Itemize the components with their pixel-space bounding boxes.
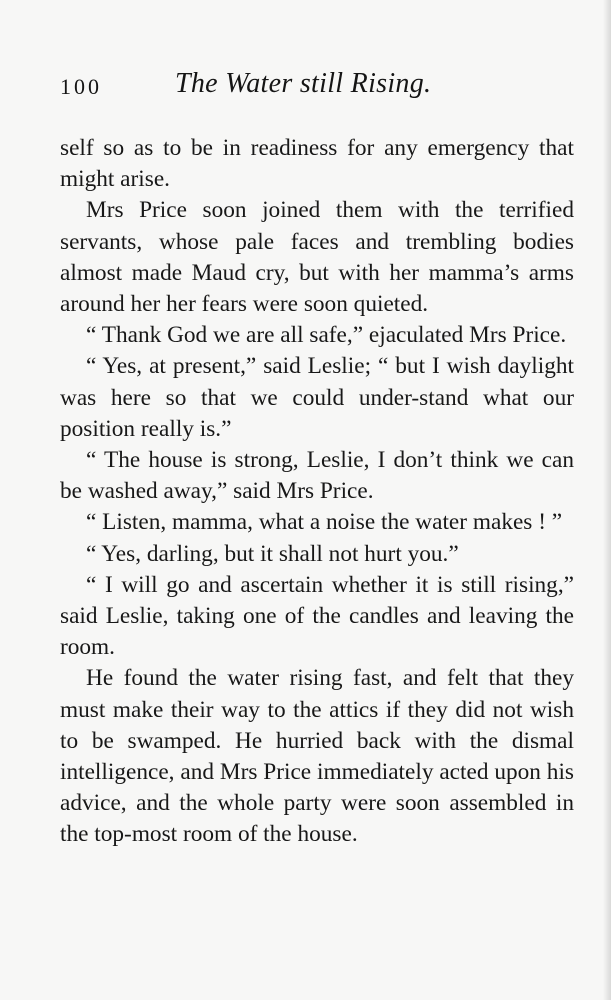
paragraph-6: “ Listen, mamma, what a noise the water makes ! ” xyxy=(86,509,563,536)
paragraph-4: “ Yes, at present,” said Leslie; “ but I wish daylight was here so that we could under-stand what our position really is.” xyxy=(60,353,574,442)
running-head xyxy=(60,68,574,108)
paragraph-5: “ The house is strong, Leslie, I don’t think we can be washed away,” said Mrs Price. xyxy=(60,447,574,505)
paragraph-7: “ Yes, darling, but it shall not hurt you.” xyxy=(86,540,459,567)
paragraph-3: “ Thank God we are all safe,” ejaculated Mrs Price. xyxy=(86,322,567,349)
page-number: 100 xyxy=(60,74,102,99)
paragraph-9: He found the water rising fast, and felt that they must make their way to the attics if they did not wish to be swamped. He hurried back with the dismal intelligence, and Mrs Price immediately acted upon his advice, and the whole party were soon assembled in the top-most room of the house. xyxy=(60,665,574,848)
paragraph-2: Mrs Price soon joined them with the terrified servants, whose pale faces and trembling bodies almost made Maud cry, but with her mamma’s arms around her her fears were soon quieted. xyxy=(60,197,574,318)
paragraph-8: “ I will go and ascertain whether it is still rising,” said Leslie, taking one of the candles and leaving the room. xyxy=(60,571,574,661)
paragraph-1: self so as to be in readiness for any emergency that might arise. xyxy=(60,135,574,193)
body-text xyxy=(60,133,574,851)
running-title: The Water still Rising. xyxy=(175,68,432,99)
